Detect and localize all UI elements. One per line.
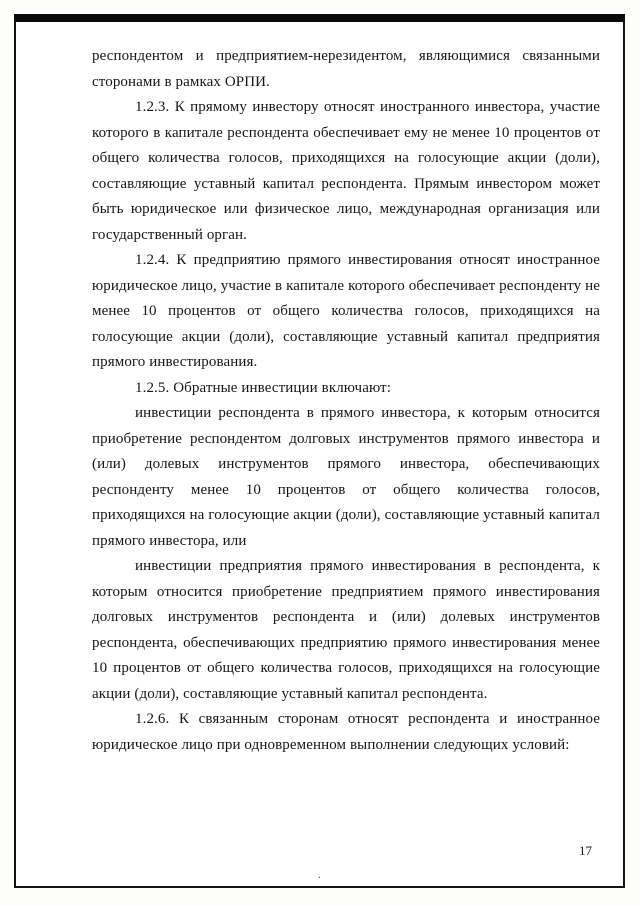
- paragraph-reverse-investment-a: инвестиции респондента в прямого инвестора, к которым относится приобретение респондентом долговых инструментов прямого инвестора и (или) долевых инструментов прямого инвестора, обеспечивающих респонденту менее 10 процентов от общего количества голосов, приходящихся на голосующие акции (доли), составляющие уставный капитал прямого инвестора, или: [92, 405, 600, 549]
- page-number: 17: [579, 843, 592, 858]
- paragraph-1-2-5: 1.2.5. Обратные инвестиции включают:: [135, 379, 391, 396]
- paragraph-1-2-4: 1.2.4. К предприятию прямого инвестирования относят иностранное юридическое лицо, участие в капитале которого обеспечивает респонденту не менее 10 процентов от общего количества голосов, приходящихся на голосующие акции (доли), составляющие уставный капитал предприятия прямого инвестирования.: [92, 252, 600, 370]
- paragraph-reverse-investment-b: инвестиции предприятия прямого инвестирования в респондента, к которым относится приобретение предприятием прямого инвестирования долговых инструментов респондента и (или) долевых инструментов респондента, обеспечивающих предприятию прямого инвестирования менее 10 процентов от общего количества голосов, приходящихся на голосующие акции (доли), составляющие уставный капитал респондента.: [92, 558, 600, 702]
- paragraph-1-2-3: 1.2.3. К прямому инвестору относят иностранного инвестора, участие которого в капитале респондента обеспечивает ему не менее 10 процентов от общего количества голосов, приходящихся на голосующие акции (доли), составляющие уставный капитал респондента. Прямым инвестором может быть юридическое или физическое лицо, международная организация или государственный орган.: [92, 99, 600, 243]
- paragraph-continuation: респондентом и предприятием-нерезидентом, являющимися связанными сторонами в рамках ОРПИ.: [92, 48, 600, 90]
- paragraph-1-2-6: 1.2.6. К связанным сторонам относят респондента и иностранное юридическое лицо при одновременном выполнении следующих условий:: [92, 711, 600, 753]
- document-body: [92, 44, 600, 758]
- scan-artifact-dot: .: [318, 869, 321, 881]
